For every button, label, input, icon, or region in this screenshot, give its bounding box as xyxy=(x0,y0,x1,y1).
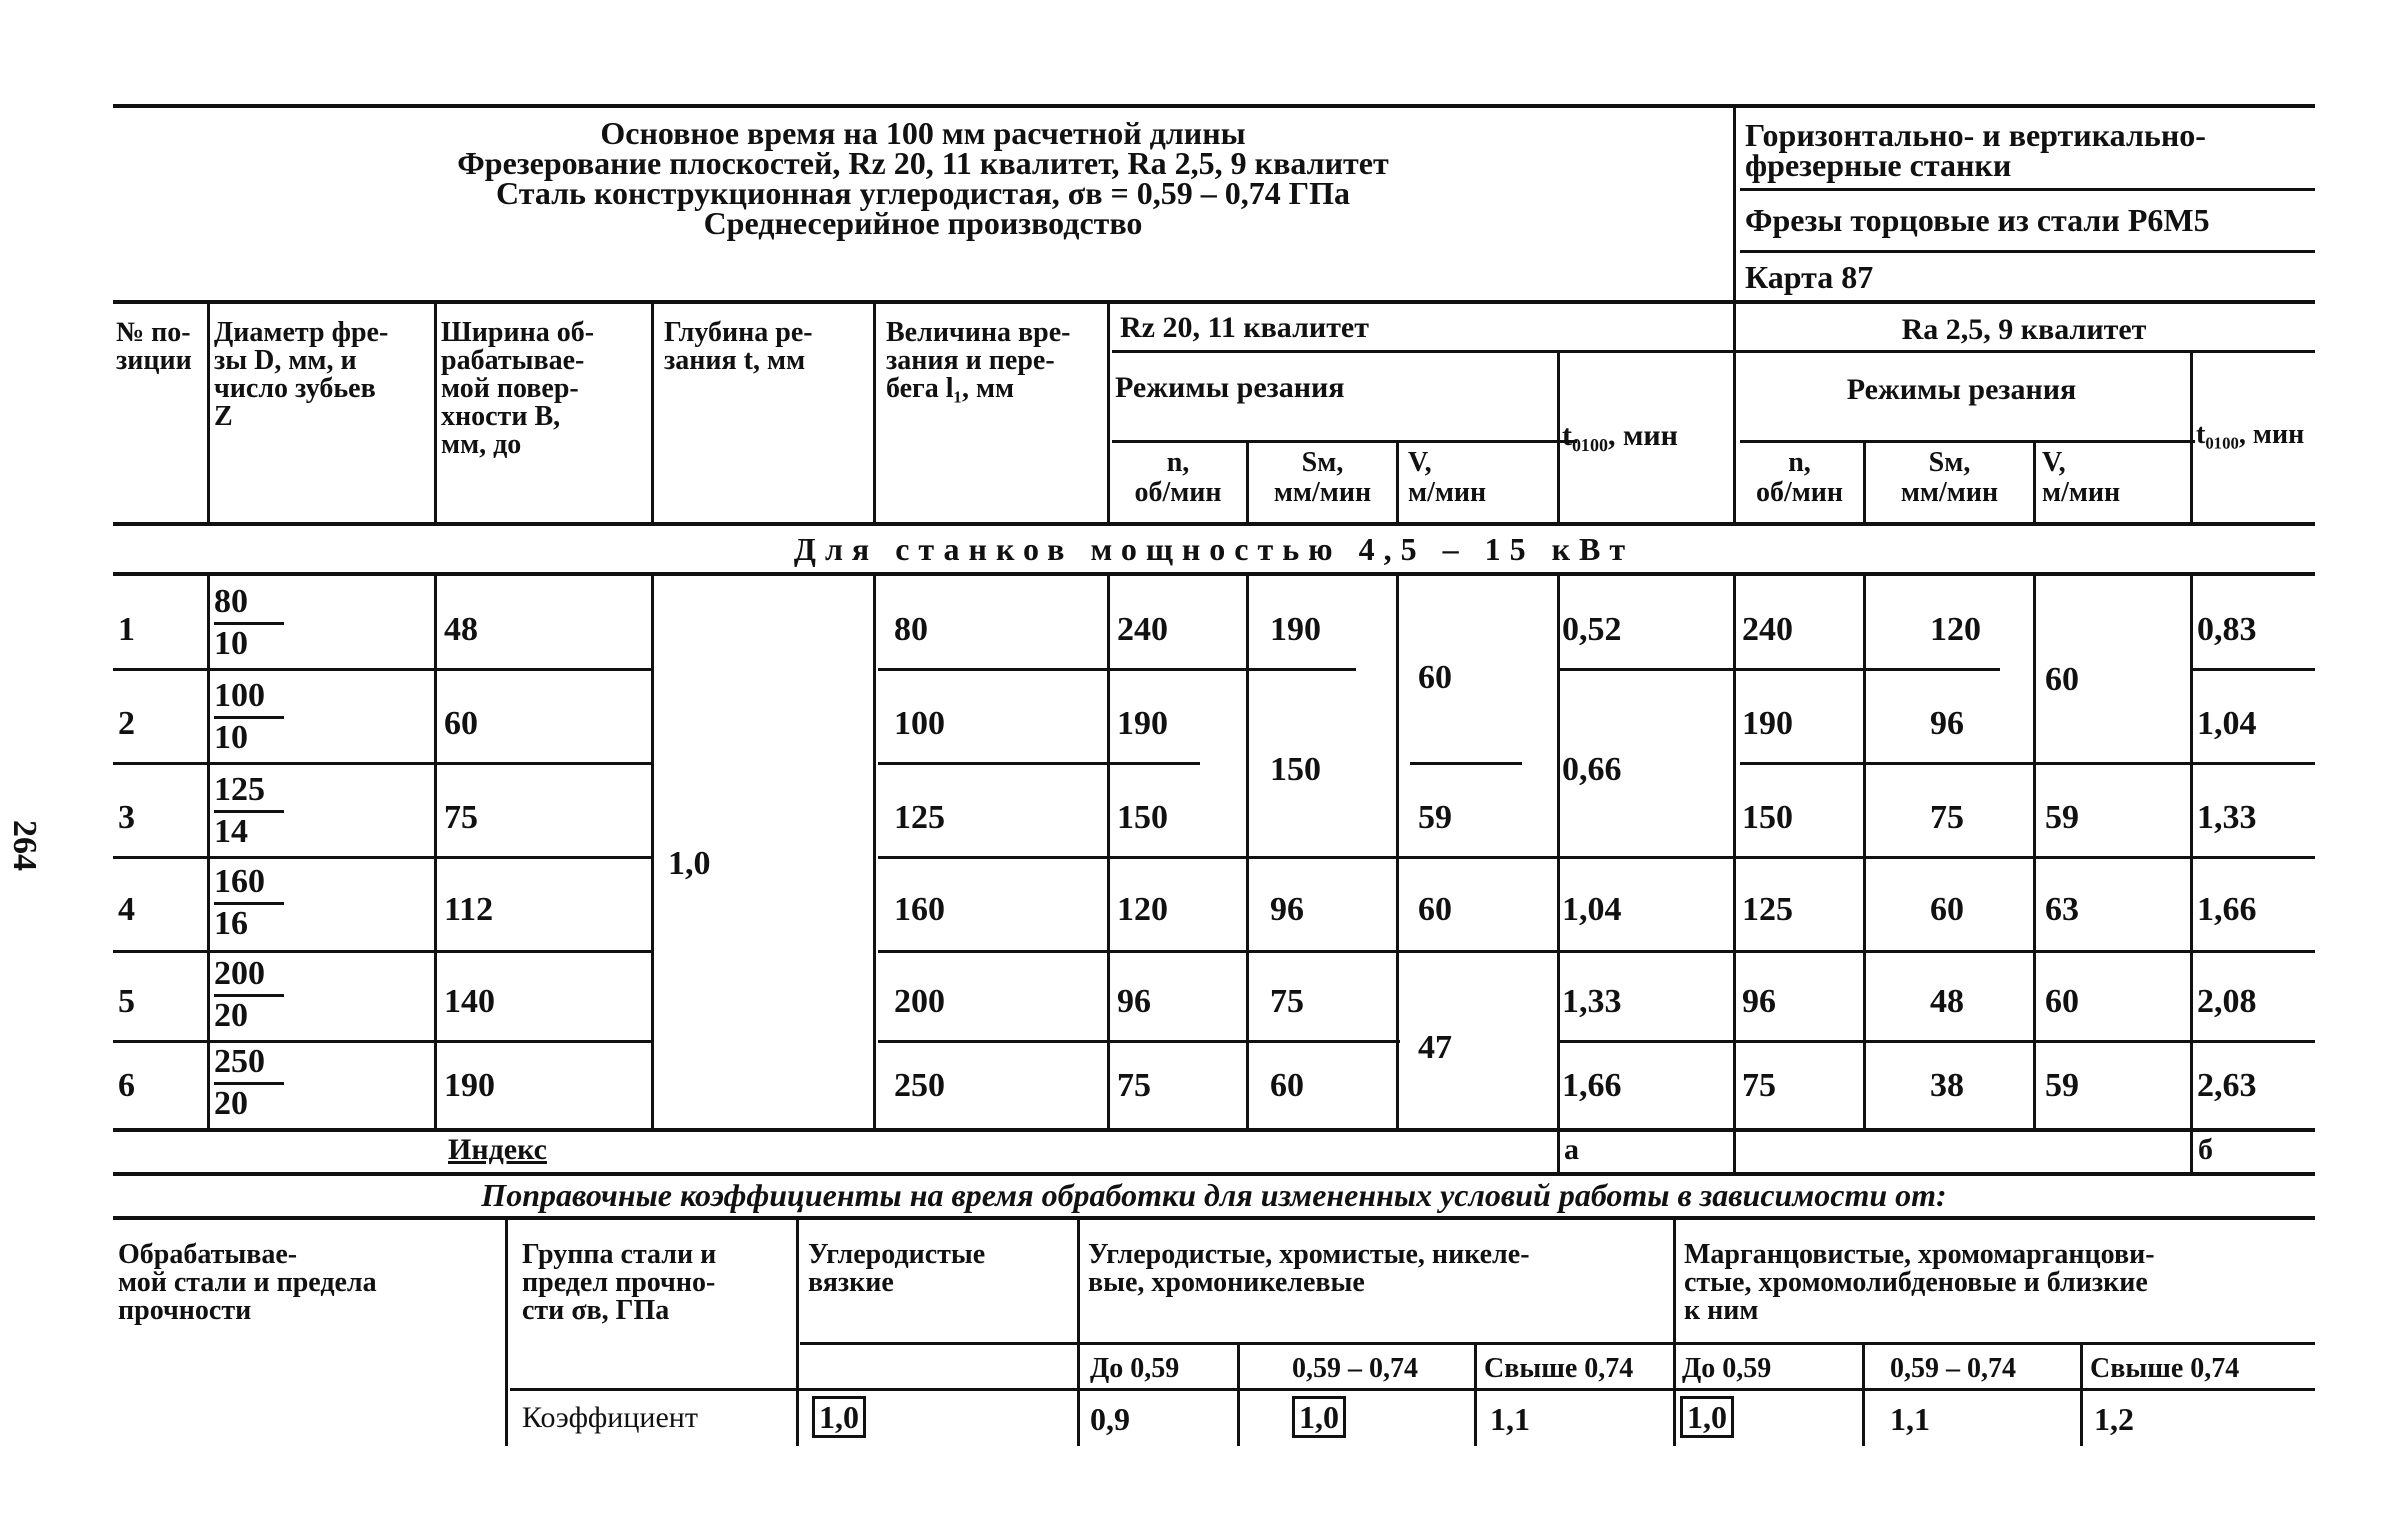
row-sep xyxy=(113,856,651,859)
vline-body xyxy=(873,572,876,1128)
row-sep xyxy=(113,1040,651,1043)
row-sep xyxy=(878,856,2315,859)
cell-overrun: 125 xyxy=(894,799,945,836)
vline-corr xyxy=(505,1216,508,1446)
rule-correction-title xyxy=(113,1216,2315,1220)
cell-diameter: 100 xyxy=(214,678,284,719)
title-line-4: Среднесерийное производство xyxy=(703,205,1143,241)
cell-diameter: 125 xyxy=(214,772,284,813)
hdr-s-ra-2: мм/мин xyxy=(1900,477,1999,508)
hdr-s-rz-2: мм/мин xyxy=(1273,477,1372,508)
cell-t-ra: 1,33 xyxy=(2197,799,2257,836)
cell-s-rz-6: 60 xyxy=(1270,1067,1304,1104)
vline-h xyxy=(2033,440,2036,522)
vline-body xyxy=(1396,572,1399,1128)
cell-n-ra: 125 xyxy=(1742,891,1793,928)
corr-sub-le059-a: До 0,59 xyxy=(1090,1353,1180,1384)
cell-width: 112 xyxy=(444,891,494,928)
vline-corr xyxy=(1237,1342,1240,1446)
cell-n-rz: 150 xyxy=(1117,799,1168,836)
cell-t-rz-5: 1,33 xyxy=(1562,983,1622,1020)
machines-line-2: фрезерные станки xyxy=(1745,147,2012,183)
corr-k-b-gt: 1,2 xyxy=(2094,1401,2134,1437)
vline-h xyxy=(207,300,210,522)
corr-k-carbon xyxy=(812,1400,866,1434)
cell-t-ra: 0,83 xyxy=(2197,611,2257,648)
rule-top xyxy=(113,104,2315,108)
vline-corr xyxy=(1474,1342,1477,1446)
cell-s-ra: 60 xyxy=(1930,891,1964,928)
hdr-v-ra-2: м/мин xyxy=(2042,477,2121,508)
cell-s-ra: 75 xyxy=(1930,799,1964,836)
corr-col2-1: Группа стали и xyxy=(522,1239,717,1270)
vline-body xyxy=(2190,572,2193,1172)
cell-t-rz-23: 0,66 xyxy=(1562,751,1622,788)
hdr-width-1: Ширина об- xyxy=(441,317,595,348)
cell-s-ra: 38 xyxy=(1930,1067,1964,1104)
cell-v-ra-5: 60 xyxy=(2045,983,2079,1020)
cell-teeth: 14 xyxy=(214,813,248,850)
hdr-rz-group: Rz 20, 11 квалитет xyxy=(1120,311,1369,344)
rule-section xyxy=(113,572,2315,576)
cell-v-ra-4: 63 xyxy=(2045,891,2079,928)
hdr-depth-2: зания t, мм xyxy=(664,345,806,376)
cell-pos: 1 xyxy=(118,611,135,648)
row-sep xyxy=(878,950,2315,953)
cell-width: 75 xyxy=(444,799,478,836)
rule-correction-sub xyxy=(800,1342,2315,1345)
vline-body xyxy=(1246,572,1249,1128)
cell-teeth: 10 xyxy=(214,625,248,662)
cell-t-ra: 1,04 xyxy=(2197,705,2257,742)
cell-diameter-teeth xyxy=(214,772,284,851)
hdr-depth-1: Глубина ре- xyxy=(664,317,813,348)
cell-diameter: 250 xyxy=(214,1044,284,1085)
corr-col1-1: Обрабатывае- xyxy=(118,1239,298,1270)
hdr-t100-ra: t₀₁₀₀, мин xyxy=(2196,419,2305,450)
cell-width: 60 xyxy=(444,705,478,742)
rule-right-1 xyxy=(1740,188,2315,191)
cell-diameter-teeth xyxy=(214,956,284,1035)
corr-sub-mid-b: 0,59 – 0,74 xyxy=(1890,1353,2016,1384)
corr-col4-1: Углеродистые, хромистые, никеле- xyxy=(1088,1239,1530,1270)
cell-pos: 6 xyxy=(118,1067,135,1104)
cell-v-ra-12: 60 xyxy=(2045,661,2079,698)
corr-col4-2: вые, хромоникелевые xyxy=(1088,1267,1365,1298)
rule-group xyxy=(1112,350,2315,353)
row-sep xyxy=(1740,762,2315,765)
cell-s-rz-5: 75 xyxy=(1270,983,1304,1020)
hdr-n-ra-1: n, xyxy=(1788,447,1811,478)
rule-sub-ra xyxy=(1740,440,2195,443)
hdr-v-rz-1: V, xyxy=(1408,447,1432,478)
cell-n-ra: 240 xyxy=(1742,611,1793,648)
cell-pos: 3 xyxy=(118,799,135,836)
vline-h xyxy=(2190,350,2193,522)
hdr-n-ra-2: об/мин xyxy=(1755,477,1844,508)
cell-v-ra-6: 59 xyxy=(2045,1067,2079,1104)
row-sep xyxy=(878,1040,1400,1043)
cell-v-ra-3: 59 xyxy=(2045,799,2079,836)
cell-width: 48 xyxy=(444,611,478,648)
cell-overrun: 200 xyxy=(894,983,945,1020)
cell-t-ra: 1,66 xyxy=(2197,891,2257,928)
cell-overrun: 100 xyxy=(894,705,945,742)
hdr-position-1: № по- xyxy=(116,317,191,348)
cell-n-rz: 120 xyxy=(1117,891,1168,928)
cell-s-ra: 96 xyxy=(1930,705,1964,742)
vline-body xyxy=(1557,572,1560,1172)
cell-t-rz-6: 1,66 xyxy=(1562,1067,1622,1104)
vline-h xyxy=(873,300,876,522)
vline-body xyxy=(1733,572,1736,1172)
rule-right-2 xyxy=(1740,250,2315,253)
hdr-diameter-1: Диаметр фре- xyxy=(214,317,389,348)
corr-col5-2: стые, хромомолибденовые и близкие xyxy=(1684,1267,2148,1298)
cell-diameter-teeth xyxy=(214,864,284,943)
hdr-width-5: мм, до xyxy=(441,429,522,460)
cell-t-rz-4: 1,04 xyxy=(1562,891,1622,928)
cell-n-ra: 75 xyxy=(1742,1067,1776,1104)
cell-teeth: 16 xyxy=(214,905,248,942)
corr-k-a-le: 0,9 xyxy=(1090,1401,1130,1437)
row-sep xyxy=(878,762,1200,765)
row-sep xyxy=(113,668,651,671)
hdr-t100-rz: t₀₁₀₀, мин xyxy=(1562,419,1678,452)
title-line-1: Основное время на 100 мм расчетной длины xyxy=(600,115,1246,151)
vline-corr xyxy=(2080,1342,2083,1446)
vline-body xyxy=(1107,572,1110,1128)
corr-col1-2: мой стали и предела xyxy=(118,1267,377,1298)
vline-corr xyxy=(1862,1342,1865,1446)
corr-k-b-mid: 1,1 xyxy=(1890,1401,1930,1437)
cell-pos: 4 xyxy=(118,891,135,928)
hdr-v-ra-1: V, xyxy=(2042,447,2066,478)
corr-col5-1: Марганцовистые, хромомарганцови- xyxy=(1684,1239,2155,1270)
cell-t-rz-1: 0,52 xyxy=(1562,611,1622,648)
cell-overrun: 250 xyxy=(894,1067,945,1104)
cell-diameter-teeth xyxy=(214,678,284,757)
vline-body xyxy=(207,572,210,1128)
hdr-modes-ra: Режимы резания xyxy=(1846,373,2077,406)
corr-col2-3: сти σв, ГПа xyxy=(522,1295,670,1326)
corr-k-b-le xyxy=(1680,1400,1734,1434)
correction-title: Поправочные коэффициенты на время обработки для измененных условий работы в зависимости от: xyxy=(481,1177,1947,1213)
row-sep xyxy=(1560,668,2000,671)
index-b: б xyxy=(2198,1133,2213,1166)
cell-n-ra: 150 xyxy=(1742,799,1793,836)
corr-k-b-le-value: 1,0 xyxy=(1680,1396,1734,1438)
cell-depth-merged: 1,0 xyxy=(668,845,711,882)
cell-s-rz-4: 96 xyxy=(1270,891,1304,928)
cell-v-rz-3: 59 xyxy=(1418,799,1452,836)
cell-teeth: 20 xyxy=(214,997,248,1034)
hdr-width-2: рабатывае- xyxy=(441,345,585,376)
vline-body xyxy=(2033,572,2036,1128)
cell-s-rz-1: 190 xyxy=(1270,611,1321,648)
rule-header-bottom xyxy=(113,522,2315,526)
corr-k-carbon-value: 1,0 xyxy=(812,1396,866,1438)
vline-h xyxy=(434,300,437,522)
corr-k-a-gt: 1,1 xyxy=(1490,1401,1530,1437)
cell-pos: 2 xyxy=(118,705,135,742)
cell-n-ra: 96 xyxy=(1742,983,1776,1020)
cell-v-rz-4: 60 xyxy=(1418,891,1452,928)
hdr-modes-rz: Режимы резания xyxy=(1115,371,1345,404)
corr-k-a-mid-value: 1,0 xyxy=(1292,1396,1346,1438)
rule-header-top xyxy=(113,300,2315,304)
cell-pos: 5 xyxy=(118,983,135,1020)
cell-diameter: 200 xyxy=(214,956,284,997)
rule-sub-rz xyxy=(1112,440,1577,443)
hdr-diameter-4: Z xyxy=(214,401,233,432)
row-sep xyxy=(1560,1040,2315,1043)
hdr-v-rz-2: м/мин xyxy=(1408,477,1487,508)
card-label: Карта 87 xyxy=(1745,259,1874,295)
cell-n-rz: 75 xyxy=(1117,1067,1151,1104)
cell-overrun: 80 xyxy=(894,611,928,648)
vline-corr xyxy=(1673,1216,1676,1446)
hdr-n-rz-2: об/мин xyxy=(1134,477,1222,508)
page-number: 264 xyxy=(6,820,43,871)
row-sep xyxy=(2190,668,2315,671)
hdr-cut-3: бега l₁, мм xyxy=(886,373,1015,404)
hdr-cut-2: зания и пере- xyxy=(886,345,1055,376)
hdr-n-rz-1: n, xyxy=(1166,447,1190,478)
rule-index xyxy=(113,1172,2315,1176)
cell-n-ra: 190 xyxy=(1742,705,1793,742)
hdr-width-4: хности В, xyxy=(441,401,561,432)
cell-s-ra: 48 xyxy=(1930,983,1964,1020)
section-title: Для станков мощностью 4,5 – 15 кВт xyxy=(793,531,1635,567)
cell-v-rz-56: 47 xyxy=(1418,1029,1452,1066)
cell-s-ra: 120 xyxy=(1930,611,1981,648)
hdr-width-3: мой повер- xyxy=(441,373,579,404)
corr-col3-2: вязкие xyxy=(808,1267,894,1298)
vline-h xyxy=(651,300,654,522)
rule-correction-coef xyxy=(510,1388,2315,1391)
cell-teeth: 10 xyxy=(214,719,248,756)
vline-corr xyxy=(1077,1216,1080,1446)
corr-sub-gt074-b: Свыше 0,74 xyxy=(2090,1353,2240,1384)
corr-sub-gt074-a: Свыше 0,74 xyxy=(1484,1353,1634,1384)
row-sep xyxy=(1410,762,1522,765)
corr-sub-le059-b: До 0,59 xyxy=(1682,1353,1772,1384)
cell-diameter-teeth xyxy=(214,584,284,663)
cell-v-rz-12: 60 xyxy=(1418,659,1452,696)
corr-coef-label: Коэффициент xyxy=(522,1401,698,1434)
cell-n-rz: 96 xyxy=(1117,983,1151,1020)
cutters-label: Фрезы торцовые из стали Р6М5 xyxy=(1745,202,2210,238)
hdr-s-ra-1: Sм, xyxy=(1928,447,1971,478)
corr-col3-1: Углеродистые xyxy=(808,1239,986,1270)
cell-n-rz: 190 xyxy=(1117,705,1168,742)
cell-s-rz-23: 150 xyxy=(1270,751,1321,788)
vline-corr xyxy=(796,1216,799,1446)
hdr-cut-1: Величина вре- xyxy=(886,317,1071,348)
machines-line-1: Горизонтально- и вертикально- xyxy=(1745,117,2206,153)
cell-t-ra: 2,63 xyxy=(2197,1067,2257,1104)
corr-col5-3: к ним xyxy=(1684,1295,1759,1326)
hdr-s-rz-1: Sм, xyxy=(1301,447,1344,478)
row-sep xyxy=(113,762,651,765)
vline-h xyxy=(1557,350,1560,522)
cell-width: 140 xyxy=(444,983,495,1020)
cell-diameter: 80 xyxy=(214,584,284,625)
cell-diameter-teeth xyxy=(214,1044,284,1123)
vline-body xyxy=(1863,572,1866,1128)
hdr-diameter-2: зы D, мм, и xyxy=(214,345,357,376)
title-line-2: Фрезерование плоскостей, Rz 20, 11 квалитет, Ra 2,5, 9 квалитет xyxy=(457,145,1389,181)
corr-col2-2: предел прочно- xyxy=(522,1267,716,1298)
index-label: Индекс xyxy=(448,1133,547,1166)
hdr-position-2: зиции xyxy=(116,345,192,376)
hdr-diameter-3: число зубьев xyxy=(214,373,376,404)
cell-n-rz: 240 xyxy=(1117,611,1168,648)
corr-col1-3: прочности xyxy=(118,1295,252,1326)
row-sep xyxy=(878,668,1356,671)
row-sep xyxy=(113,950,651,953)
vline-body xyxy=(434,572,437,1128)
index-a: а xyxy=(1564,1133,1579,1166)
cell-t-ra: 2,08 xyxy=(2197,983,2257,1020)
vline-body xyxy=(651,572,654,1128)
rule-table-bottom xyxy=(113,1128,2315,1132)
hdr-ra-group: Ra 2,5, 9 квалитет xyxy=(1901,313,2147,346)
cell-diameter: 160 xyxy=(214,864,284,905)
title-line-3: Сталь конструкционная углеродистая, σв = 0,59 – 0,74 ГПа xyxy=(496,175,1350,211)
cell-teeth: 20 xyxy=(214,1085,248,1122)
cell-overrun: 160 xyxy=(894,891,945,928)
vline-title-split xyxy=(1733,104,1736,300)
vline-h xyxy=(1396,440,1399,522)
corr-sub-mid-a: 0,59 – 0,74 xyxy=(1292,1353,1418,1384)
corr-k-a-mid xyxy=(1292,1400,1346,1434)
cell-width: 190 xyxy=(444,1067,495,1104)
